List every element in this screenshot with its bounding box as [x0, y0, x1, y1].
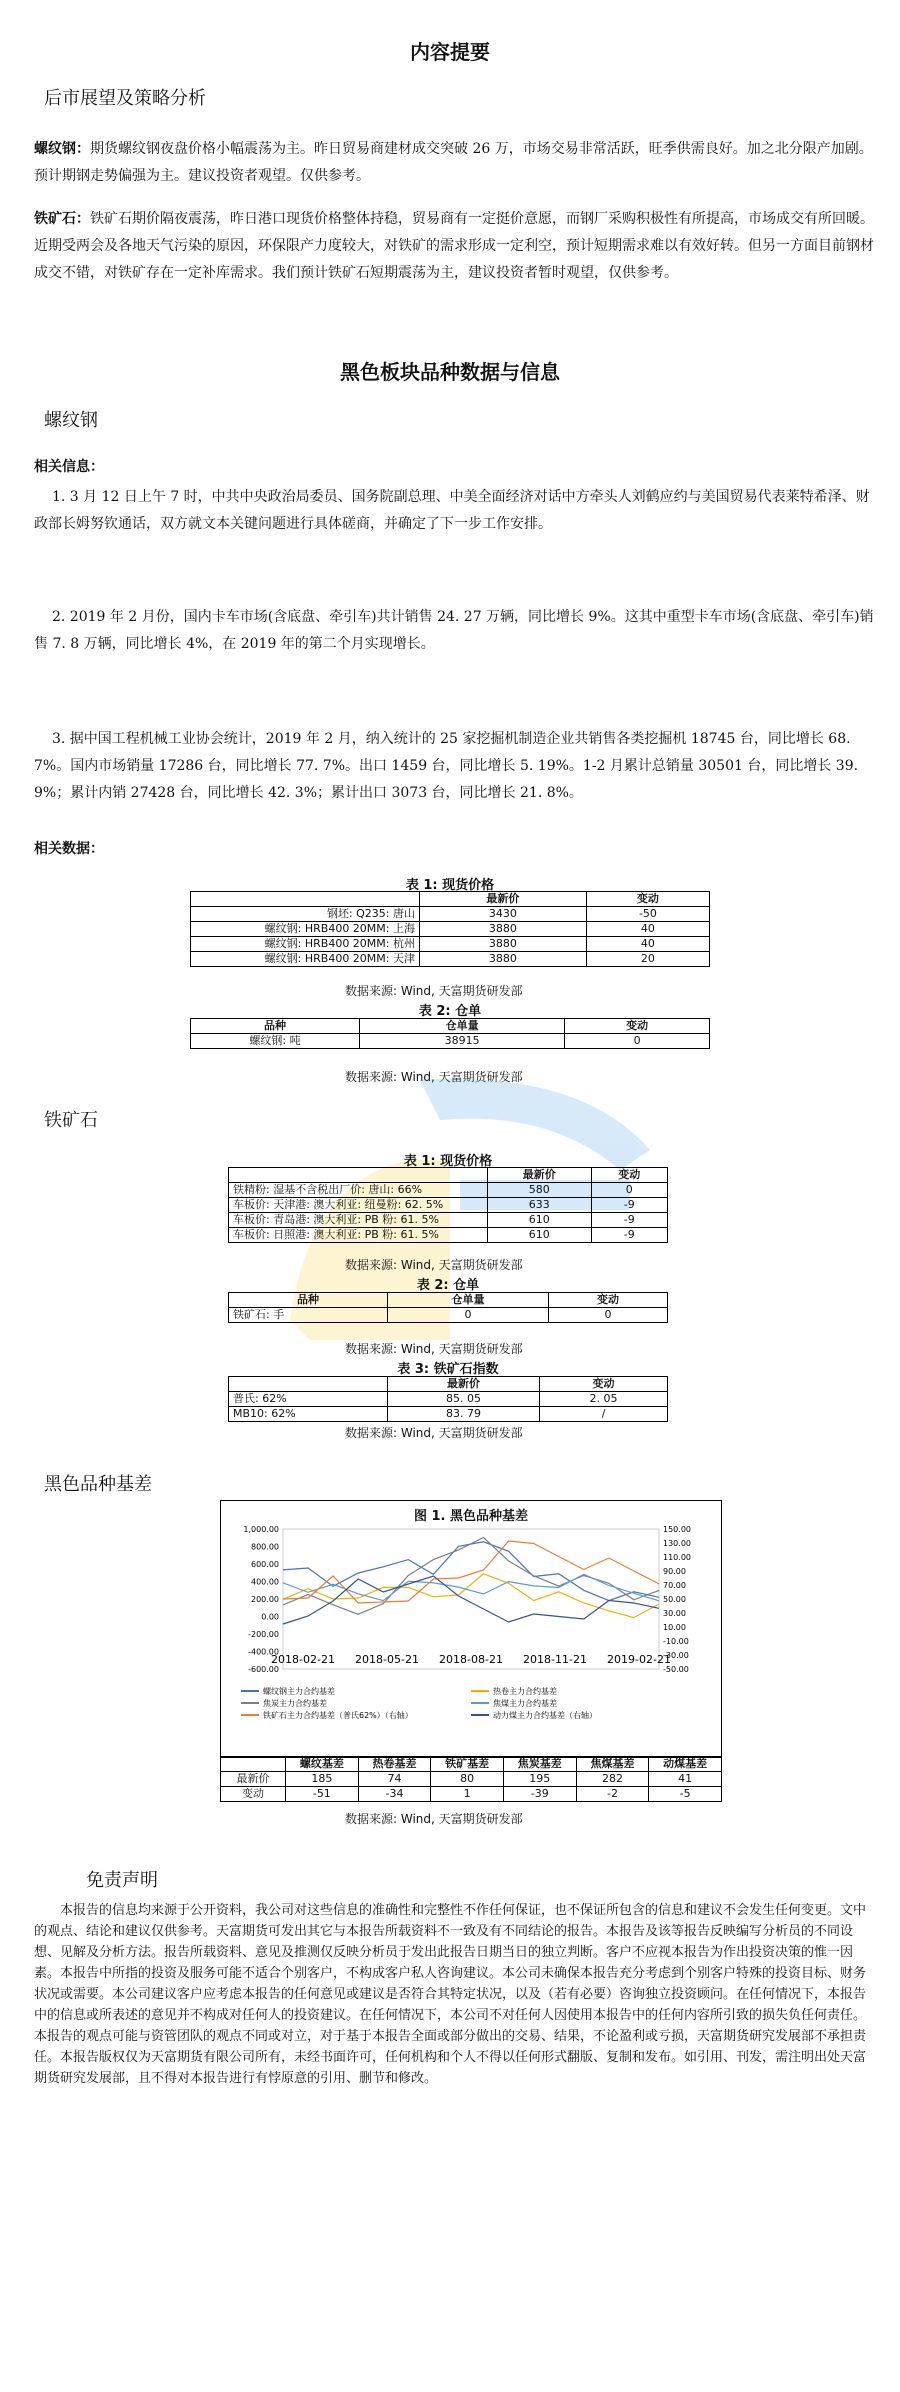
strategy-heading: 后市展望及策略分析	[44, 88, 206, 109]
cell: 车板价: 日照港: 澳大利亚: PB 粉: 61. 5%	[229, 1228, 488, 1243]
cell: 610	[488, 1213, 592, 1228]
ore-table2-caption: 表 2: 仓单	[416, 1278, 480, 1293]
info-2: 2. 2019 年 2 月份，国内卡车市场(含底盘、牵引车)共计销售 24. 27 万辆，同比增长 9%。这其中重型卡车市场(含底盘、牵引车)销售 7. 8 万辆，同比增长 4%，在 2019 年的第二个月实现增长。	[34, 609, 874, 652]
rebar-table1-caption: 表 1: 现货价格	[405, 878, 495, 893]
table-row	[191, 922, 710, 937]
cell: 38915	[360, 1034, 565, 1049]
cell: 83. 79	[388, 1407, 540, 1422]
col-header	[229, 1377, 388, 1392]
col-header: 变动	[586, 892, 709, 907]
y-tick-right: 130.00	[663, 1539, 691, 1548]
col-header	[191, 892, 420, 907]
y-tick-right: 90.00	[663, 1567, 686, 1576]
table-row	[191, 952, 710, 967]
legend-label: 动力煤主力合约基差（右轴）	[493, 1711, 597, 1720]
data-source: 数据来源: Wind, 天富期货研发部	[345, 1426, 523, 1440]
y-tick-right: -10.00	[663, 1637, 689, 1646]
section2-title: 黑色板块品种数据与信息	[340, 360, 560, 384]
basis-heading: 黑色品种基差	[44, 1474, 152, 1495]
rebar-table2-caption: 表 2: 仓单	[418, 1004, 482, 1019]
ore-index-table	[228, 1376, 668, 1422]
col-header: 热卷基差	[358, 1757, 431, 1772]
ore-strategy	[34, 206, 874, 287]
col-header: 焦炭基差	[503, 1757, 576, 1772]
table-row	[229, 1198, 668, 1213]
cell: 普氏: 62%	[229, 1392, 388, 1407]
y-tick-right: -50.00	[663, 1665, 689, 1674]
basis-chart-frame	[220, 1500, 722, 1758]
x-tick: 2018-11-21	[523, 1653, 587, 1666]
y-tick-left: 400.00	[251, 1577, 279, 1587]
cell: 3880	[420, 952, 587, 967]
cell: 0	[388, 1308, 549, 1323]
ore-warrant-table	[228, 1292, 668, 1323]
legend-label: 螺纹钢主力合约基差	[263, 1687, 335, 1696]
y-tick-left: 600.00	[251, 1560, 279, 1569]
cell: 85. 05	[388, 1392, 540, 1407]
rebar-strategy	[34, 136, 874, 190]
cell: 195	[503, 1772, 576, 1787]
y-tick-right: 110.00	[663, 1553, 691, 1562]
col-header: 变动	[591, 1168, 667, 1183]
y-tick-left: 800.00	[251, 1542, 279, 1552]
cell: 3880	[420, 937, 587, 952]
col-header: 变动	[540, 1377, 668, 1392]
x-tick: 2018-08-21	[439, 1653, 503, 1666]
cell: 螺纹钢: HRB400 20MM: 上海	[191, 922, 420, 937]
cell: 0	[591, 1183, 667, 1198]
cell: 1	[431, 1787, 504, 1802]
col-header: 变动	[565, 1019, 710, 1034]
info-1: 1. 3 月 12 日上午 7 时，中共中央政治局委员、国务院副总理、中美全面经济对话中方牵头人刘鹤应约与美国贸易代表莱特希泽、财政部长姆努钦通话，双方就文本关键问题进行具体磋商，并确定了下一步工作安排。	[34, 489, 870, 532]
col-header: 仓单量	[360, 1019, 565, 1034]
rebar-text: 期货螺纹钢夜盘价格小幅震荡为主。昨日贸易商建材成交突破 26 万，市场交易非常活跃，旺季供需良好。加之北分限产加剧。预计期钢走势偏强为主。建议投资者观望。仅供参考。	[34, 141, 873, 184]
disclaimer-heading: 免责声明	[86, 1870, 158, 1891]
table-row	[229, 1308, 668, 1323]
cell: -2	[576, 1787, 649, 1802]
cell: 铁精粉: 湿基不含税出厂价: 唐山: 66%	[229, 1183, 488, 1198]
table-row	[229, 1407, 668, 1422]
col-header: 仓单量	[388, 1293, 549, 1308]
cell: -9	[591, 1228, 667, 1243]
y-tick-right: 10.00	[663, 1623, 686, 1632]
x-tick: 2018-02-21	[271, 1653, 335, 1666]
info-3: 3. 据中国工程机械工业协会统计，2019 年 2 月，纳入统计的 25 家挖掘机制造企业共销售各类挖掘机 18745 台，同比增长 68. 7%。国内市场销量 17286 台，同比增长 77. 7%。出口 1459 台，同比增长 5. 19%。1-2 月累计总销量 30501 台，同比增长 39. 9%；累计内销 27428 台，同比增长 42. 3%；累计出口 3073 台，同比增长 21. 8%。	[34, 731, 859, 801]
y-tick-left: 200.00	[251, 1595, 279, 1604]
rebar-spot-table	[190, 891, 710, 967]
cell: 282	[576, 1772, 649, 1787]
cell: 3430	[420, 907, 587, 922]
cell: -50	[586, 907, 709, 922]
cell: /	[540, 1407, 668, 1422]
ore-text: 铁矿石期价隔夜震荡，昨日港口现货价格整体持稳，贸易商有一定挺价意愿，而钢厂采购积极性有所提高，市场成交有所回暖。近期受两会及各地天气污染的原因，环保限产力度较大，对铁矿的需求形成一定利空，预计短期需求难以有效好转。但另一方面目前钢材成交不错，对铁矿存在一定补库需求。我们预计铁矿石短期震荡为主，建议投资者暂时观望，仅供参考。	[34, 211, 874, 281]
col-header: 铁矿基差	[431, 1757, 504, 1772]
cell: 40	[586, 922, 709, 937]
x-tick: 2019-02-21	[607, 1653, 671, 1666]
col-header	[221, 1757, 286, 1772]
cell: 633	[488, 1198, 592, 1213]
cell: 74	[358, 1772, 431, 1787]
legend-label: 铁矿石主力合约基差（普氏62%）（右轴）	[263, 1711, 413, 1720]
col-header: 动煤基差	[649, 1757, 722, 1772]
y-tick-left: -600.00	[248, 1665, 279, 1674]
table-row	[221, 1787, 722, 1802]
cell: 最新价	[221, 1772, 286, 1787]
y-tick-left: 1,000.00	[243, 1525, 279, 1534]
rebar-label: 螺纹钢：	[34, 141, 90, 157]
ore-heading: 铁矿石	[44, 1110, 98, 1131]
cell: 0	[549, 1308, 668, 1323]
cell: 40	[586, 937, 709, 952]
series-line	[283, 1541, 659, 1603]
cell: 610	[488, 1228, 592, 1243]
cell: 车板价: 天津港: 澳大利亚: 纽曼粉: 62. 5%	[229, 1198, 488, 1213]
cell: -9	[591, 1198, 667, 1213]
info-label: 相关信息：	[34, 459, 104, 475]
legend-label: 热卷主力合约基差	[493, 1687, 557, 1696]
chart-title: 图 1. 黑色品种基差	[413, 1509, 529, 1524]
col-header: 最新价	[420, 892, 587, 907]
cell: -9	[591, 1213, 667, 1228]
data-source: 数据来源: Wind, 天富期货研发部	[345, 1812, 523, 1826]
data-label: 相关数据：	[34, 841, 104, 857]
col-header: 螺纹基差	[286, 1757, 359, 1772]
col-header: 最新价	[388, 1377, 540, 1392]
table-row	[191, 937, 710, 952]
cell: 80	[431, 1772, 504, 1787]
table-row	[229, 1392, 668, 1407]
ore-table1-caption: 表 1: 现货价格	[403, 1154, 493, 1169]
cell: 车板价: 青岛港: 澳大利亚: PB 粉: 61. 5%	[229, 1213, 488, 1228]
cell: MB10: 62%	[229, 1407, 388, 1422]
ore-table3-caption: 表 3: 铁矿石指数	[397, 1362, 499, 1377]
cell: -51	[286, 1787, 359, 1802]
cell: 螺纹钢: HRB400 20MM: 天津	[191, 952, 420, 967]
cell: 2. 05	[540, 1392, 668, 1407]
col-header	[229, 1168, 488, 1183]
col-header: 最新价	[488, 1168, 592, 1183]
x-tick: 2018-05-21	[355, 1653, 419, 1666]
basis-chart	[221, 1501, 721, 1757]
cell: 螺纹钢: HRB400 20MM: 杭州	[191, 937, 420, 952]
y-tick-right: 30.00	[663, 1609, 686, 1618]
col-header: 品种	[191, 1019, 360, 1034]
cell: -34	[358, 1787, 431, 1802]
summary-title: 内容提要	[410, 40, 490, 64]
col-header: 变动	[549, 1293, 668, 1308]
legend-label: 焦煤主力合约基差	[493, 1699, 557, 1708]
y-tick-right: 150.00	[663, 1525, 691, 1534]
series-line	[283, 1542, 659, 1601]
cell: 41	[649, 1772, 722, 1787]
disclaimer-text: 本报告的信息均来源于公开资料，我公司对这些信息的准确性和完整性不作任何保证，也不保证所包含的信息和建议不会发生任何变更。文中的观点、结论和建议仅供参考。天富期货可发出其它与本报告所载资料不一致及有不同结论的报告。本报告及该等报告反映编写分析员的不同设想、见解及分析方法。报告所载资料、意见及推测仅反映分析员于发出此报告日期当日的独立判断。客户不应视本报告为作出投资决策的惟一因素。本报告中所指的投资及服务可能不适合个别客户，不构成客户私人咨询建议。本公司未确保本报告充分考虑到个别客户特殊的投资目标、财务状况或需要。本公司建议客户应考虑本报告的任何意见或建议是否符合其特定状况，以及（若有必要）咨询独立投资顾问。在任何情况下，本报告中的信息或所表述的意见并不构成对任何人的投资建议。在任何情况下，本公司不对任何人因使用本报告中的任何内容所引致的损失负任何责任。本报告的观点可能与资管团队的观点不同或对立，对于基于本报告全面或部分做出的交易、结果，不论盈利或亏损，天富期货研究发展部不承担责任。本报告版权仅为天富期货有限公司所有，未经书面许可，任何机构和个人不得以任何形式翻版、复制和发布。如引用、刊发，需注明出处天富期货研究发展部，且不得对本报告进行有悖原意的引用、删节和修改。	[34, 1903, 867, 2086]
legend-label: 焦炭主力合约基差	[263, 1699, 327, 1708]
y-tick-right: -30.00	[663, 1651, 689, 1660]
cell: -39	[503, 1787, 576, 1802]
table-row	[229, 1183, 668, 1198]
data-source: 数据来源: Wind, 天富期货研发部	[345, 1342, 523, 1356]
table-row	[229, 1228, 668, 1243]
data-source: 数据来源: Wind, 天富期货研发部	[345, 1070, 523, 1084]
series-line	[283, 1574, 659, 1601]
cell: 3880	[420, 922, 587, 937]
cell: 0	[565, 1034, 710, 1049]
cell: 185	[286, 1772, 359, 1787]
y-tick-right: 70.00	[663, 1581, 686, 1590]
ore-spot-table	[228, 1167, 668, 1243]
data-source: 数据来源: Wind, 天富期货研发部	[345, 1258, 523, 1272]
y-tick-left: -400.00	[248, 1647, 279, 1657]
y-tick-left: -200.00	[248, 1630, 279, 1639]
cell: 580	[488, 1183, 592, 1198]
table-row	[229, 1213, 668, 1228]
table-row	[191, 907, 710, 922]
basis-table	[220, 1756, 722, 1802]
cell: 变动	[221, 1787, 286, 1802]
cell: -5	[649, 1787, 722, 1802]
cell: 螺纹钢: 吨	[191, 1034, 360, 1049]
y-tick-left: 0.00	[261, 1612, 279, 1622]
cell: 钢坯: Q235: 唐山	[191, 907, 420, 922]
col-header: 品种	[229, 1293, 388, 1308]
cell: 铁矿石: 手	[229, 1308, 388, 1323]
data-source: 数据来源: Wind, 天富期货研发部	[345, 984, 523, 998]
ore-label: 铁矿石：	[34, 211, 90, 227]
cell: 20	[586, 952, 709, 967]
table-row	[221, 1772, 722, 1787]
y-tick-right: 50.00	[663, 1595, 686, 1604]
col-header: 焦煤基差	[576, 1757, 649, 1772]
rebar-heading: 螺纹钢	[44, 410, 98, 431]
